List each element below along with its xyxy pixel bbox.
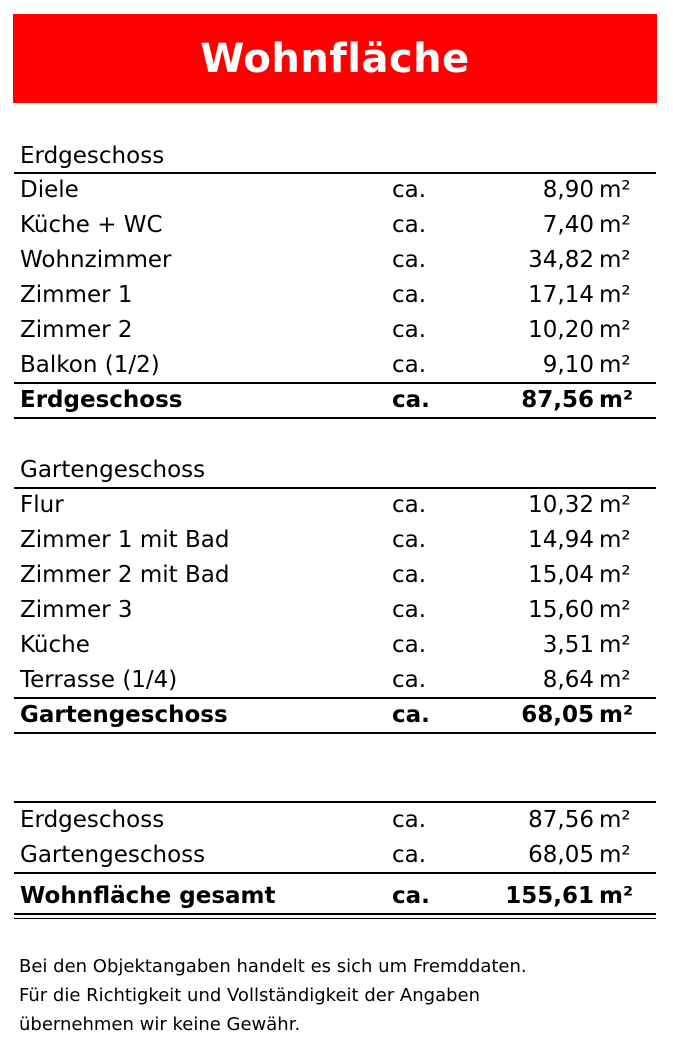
divider — [14, 872, 656, 874]
approx-label: ca. — [392, 632, 427, 658]
area-unit: m² — [599, 317, 631, 343]
area-value: 9,10 — [542, 352, 594, 378]
area-value: 10,20 — [528, 317, 594, 343]
subtotal-value: 87,56 — [521, 387, 594, 413]
summary-row — [14, 803, 656, 838]
area-value: 34,82 — [528, 247, 594, 273]
approx-label: ca. — [392, 702, 430, 728]
approx-label: ca. — [392, 352, 427, 378]
approx-label: ca. — [392, 387, 430, 413]
summary-value: 87,56 — [528, 807, 594, 833]
room-name: Wohnzimmer — [20, 247, 172, 273]
approx-label: ca. — [392, 667, 427, 693]
approx-label: ca. — [392, 842, 427, 868]
divider — [14, 918, 656, 919]
table-row — [14, 278, 656, 313]
room-name: Zimmer 2 mit Bad — [20, 562, 230, 588]
disclaimer-line: Bei den Objektangaben handelt es sich um Fremddaten. — [19, 956, 527, 977]
area-unit: m² — [599, 702, 634, 728]
grand-total-name: Wohnfläche gesamt — [20, 883, 276, 909]
area-value: 14,94 — [528, 527, 594, 553]
area-value: 3,51 — [542, 632, 594, 658]
room-name: Zimmer 2 — [20, 317, 133, 343]
table-row — [14, 488, 656, 523]
table-row — [14, 313, 656, 348]
area-unit: m² — [599, 177, 631, 203]
room-name: Flur — [20, 492, 64, 518]
room-name: Diele — [20, 177, 79, 203]
approx-label: ca. — [392, 177, 427, 203]
approx-label: ca. — [392, 562, 427, 588]
summary-value: 68,05 — [528, 842, 594, 868]
area-value: 10,32 — [528, 492, 594, 518]
area-unit: m² — [599, 667, 631, 693]
area-unit: m² — [599, 883, 634, 909]
disclaimer-line: Für die Richtigkeit und Vollständigkeit der Angaben — [19, 985, 481, 1006]
subtotal-name: Gartengeschoss — [20, 702, 228, 728]
approx-label: ca. — [392, 807, 427, 833]
area-unit: m² — [599, 632, 631, 658]
title-banner — [13, 14, 657, 103]
section-heading-gartengeschoss: Gartengeschoss — [20, 457, 206, 483]
approx-label: ca. — [392, 527, 427, 553]
section-heading-erdgeschoss: Erdgeschoss — [20, 143, 165, 169]
area-unit: m² — [599, 562, 631, 588]
divider — [14, 732, 656, 734]
summary-name: Erdgeschoss — [20, 807, 165, 833]
area-unit: m² — [599, 597, 631, 623]
divider — [14, 417, 656, 419]
area-unit: m² — [599, 247, 631, 273]
disclaimer — [19, 952, 527, 1039]
subtotal-row — [14, 383, 656, 418]
table-row — [14, 173, 656, 208]
table-row — [14, 628, 656, 663]
area-value: 15,04 — [528, 562, 594, 588]
room-name: Zimmer 3 — [20, 597, 133, 623]
table-row — [14, 243, 656, 278]
area-value: 7,40 — [542, 212, 594, 238]
area-unit: m² — [599, 352, 631, 378]
summary-name: Gartengeschoss — [20, 842, 206, 868]
summary-row — [14, 838, 656, 873]
approx-label: ca. — [392, 597, 427, 623]
table-row — [14, 348, 656, 383]
table-row — [14, 208, 656, 243]
subtotal-value: 68,05 — [521, 702, 594, 728]
area-unit: m² — [599, 527, 631, 553]
area-value: 17,14 — [528, 282, 594, 308]
area-value: 8,64 — [542, 667, 594, 693]
grand-total-value: 155,61 — [505, 883, 594, 909]
approx-label: ca. — [392, 247, 427, 273]
table-row — [14, 593, 656, 628]
table-row — [14, 523, 656, 558]
area-unit: m² — [599, 842, 631, 868]
room-name: Terrasse (1/4) — [20, 667, 178, 693]
area-unit: m² — [599, 492, 631, 518]
area-unit: m² — [599, 387, 634, 413]
room-name: Küche — [20, 632, 90, 658]
area-value: 8,90 — [542, 177, 594, 203]
divider — [14, 913, 656, 915]
subtotal-row — [14, 698, 656, 733]
subtotal-name: Erdgeschoss — [20, 387, 183, 413]
approx-label: ca. — [392, 883, 430, 909]
approx-label: ca. — [392, 317, 427, 343]
room-name: Küche + WC — [20, 212, 163, 238]
room-name: Zimmer 1 mit Bad — [20, 527, 230, 553]
area-value: 15,60 — [528, 597, 594, 623]
approx-label: ca. — [392, 282, 427, 308]
room-name: Balkon (1/2) — [20, 352, 160, 378]
table-row — [14, 558, 656, 593]
table-row — [14, 663, 656, 698]
grand-total-row — [14, 879, 656, 914]
approx-label: ca. — [392, 212, 427, 238]
area-unit: m² — [599, 282, 631, 308]
area-unit: m² — [599, 807, 631, 833]
page-title: Wohnfläche — [200, 35, 470, 82]
room-name: Zimmer 1 — [20, 282, 133, 308]
area-unit: m² — [599, 212, 631, 238]
disclaimer-line: übernehmen wir keine Gewähr. — [19, 1014, 301, 1035]
approx-label: ca. — [392, 492, 427, 518]
